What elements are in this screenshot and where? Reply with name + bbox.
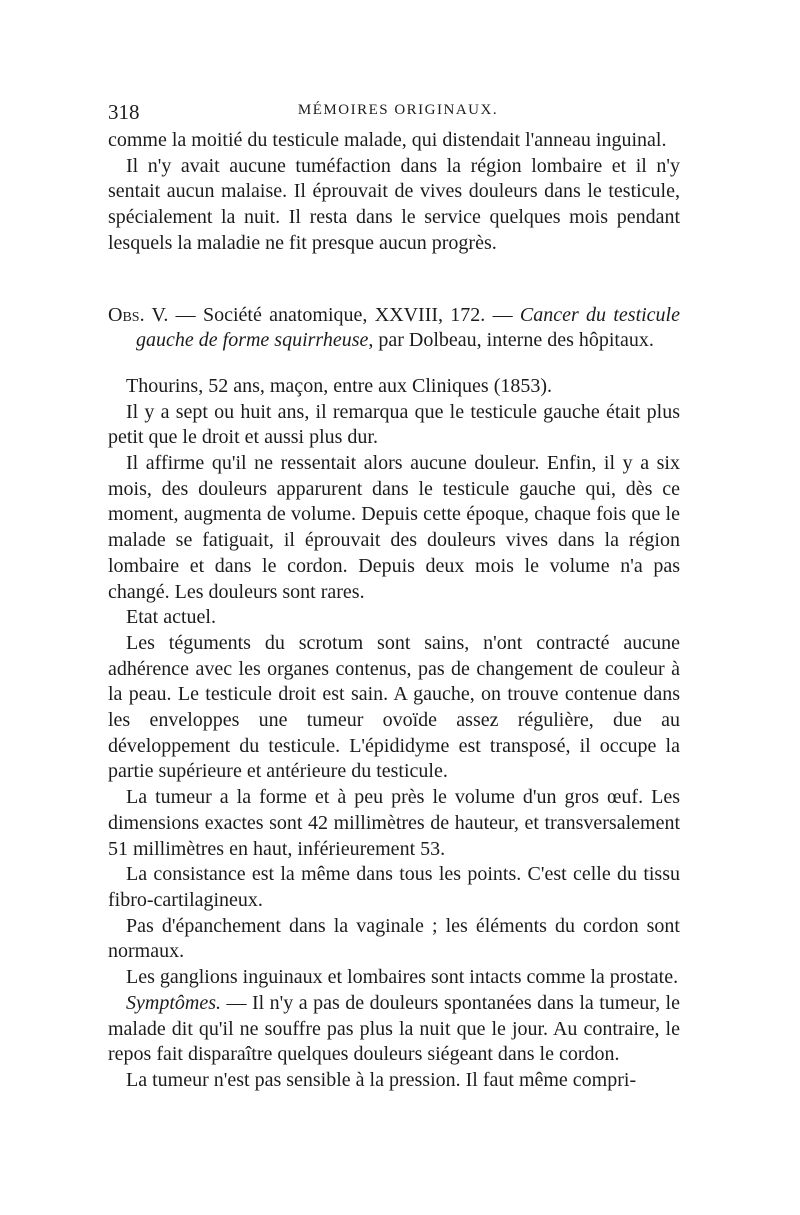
paragraph: Thourins, 52 ans, maçon, entre aux Cliniques (1853). [126, 374, 553, 397]
paragraph: Il n'y avait aucune tuméfaction dans la région lombaire et il n'y sentait aucun malaise. Il éprouvait de vives douleurs dans le testicule, spécialement la nuit. Il resta dans le service quelques mois pendant lesquels la maladie ne fit presque aucun progrès. [108, 154, 680, 254]
observation-source: — Société anatomique, XXVIII, 172. — [168, 303, 520, 326]
page-body [108, 128, 680, 1094]
paragraph: La tumeur n'est pas sensible à la pression. Il faut même compri- [126, 1068, 637, 1091]
paragraph: Les téguments du scrotum sont sains, n'ont contracté aucune adhérence avec les organes contenus, pas de changement de couleur à la peau. Le testicule droit est sain. A gauche, on trouve contenue dans les enveloppes une tumeur ovoïde assez régulière, due au développement du testicule. L'épididyme est transposé, il occupe la partie supérieure et antérieure du testicule. [108, 631, 680, 783]
section-label: Etat actuel. [126, 606, 216, 629]
paragraph: Pas d'épanchement dans la vaginale ; les éléments du cordon sont normaux. [108, 914, 680, 963]
paragraph [108, 991, 680, 1068]
paragraph: Il y a sept ou huit ans, il remarqua que le testicule gauche était plus petit que le droit et aussi plus dur. [108, 400, 680, 449]
paragraph: La consistance est la même dans tous les points. C'est celle du tissu fibro-cartilagineux. [108, 863, 680, 911]
observation-label: Obs. V. [108, 303, 169, 326]
observation-author: , par Dolbeau, interne des hôpitaux. [368, 329, 654, 352]
symptoms-label: Symptômes. [126, 991, 221, 1014]
observation-title: Cancer du testicule gauche de forme squirrheuse [136, 303, 680, 352]
symptoms-text: — Il n'y a pas de douleurs spontanées dans la tumeur, le malade dit qu'il ne souffre pas plus la nuit que le jour. Au contraire, le repos fait disparaître quelques douleurs siégeant dans le cordon. [108, 991, 680, 1066]
page-number: 318 [108, 100, 140, 124]
page-header [108, 100, 688, 130]
paragraph: comme la moitié du testicule malade, qui distendait l'anneau inguinal. [108, 129, 667, 151]
paragraph: La tumeur a la forme et à peu près le volume d'un gros œuf. Les dimensions exactes sont 42 millimètres de hauteur, et transversalement 51 millimètres en haut, inférieurement 53. [108, 786, 680, 860]
paragraph: Il affirme qu'il ne ressentait alors aucune douleur. Enfin, il y a six mois, des douleurs apparurent dans le testicule gauche qui, dès ce moment, augmenta de volume. Depuis cette époque, chaque fois que le malade se fatiguait, il éprouvait des douleurs vives dans la région lombaire et dans le cordon. Depuis deux mois le volume n'a pas changé. Les douleurs sont rares. [108, 452, 680, 603]
paragraph: Les ganglions inguinaux et lombaires sont intacts comme la prostate. [126, 966, 679, 989]
running-title: MÉMOIRES ORIGINAUX. [297, 102, 499, 118]
observation-heading [108, 303, 680, 354]
